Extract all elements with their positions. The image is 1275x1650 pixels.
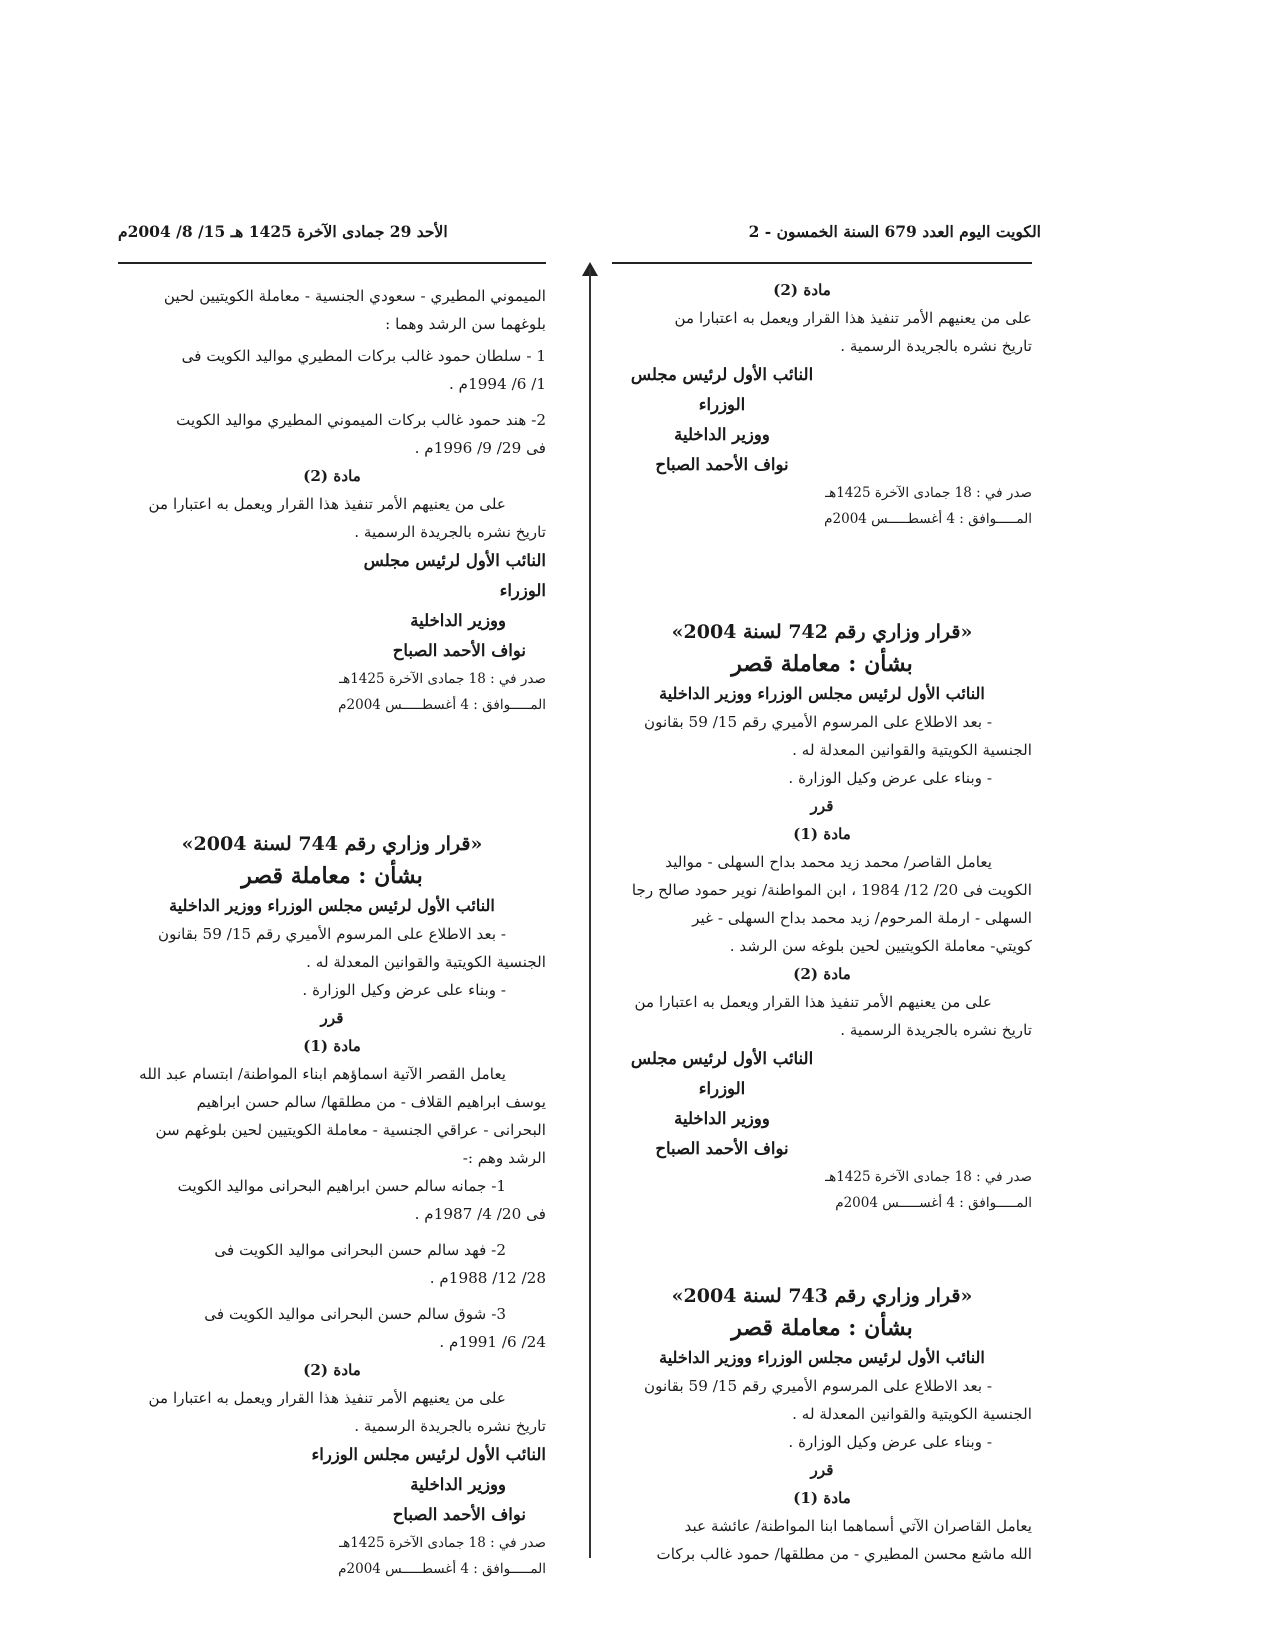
body-line: الرشد وهم :-: [462, 1149, 546, 1167]
body-line: على من يعنيهم الأمر تنفيذ هذا القرار ويعمل به اعتبارا من: [148, 1389, 506, 1407]
signer-name: نواف الأحمد الصباح: [655, 1139, 789, 1158]
body-line: يعامل القاصران الآتي أسماهما ابنا المواطنة/ عائشة عبد: [684, 1517, 1032, 1535]
list-item: 3- شوق سالم حسن البحرانى مواليد الكويت فى: [204, 1305, 506, 1323]
column-divider: [589, 268, 591, 1558]
body-line: بلوغهما سن الرشد وهما :: [385, 315, 546, 333]
signer-title: النائب الأول لرئيس مجلس الوزراء: [363, 551, 546, 600]
list-item: 2- هند حمود غالب بركات الميموني المطيري مواليد الكويت: [176, 411, 546, 429]
signer-title: النائب الأول لرئيس مجلس الوزراء: [630, 1049, 814, 1098]
preamble-line: - بعد الاطلاع على المرسوم الأميري رقم 15/ 59 بقانون: [643, 713, 992, 731]
decree-authority: النائب الأول لرئيس مجلس الوزراء ووزير الداخلية: [659, 684, 985, 703]
list-item: 1 - سلطان حمود غالب بركات المطيري مواليد الكويت فى: [181, 347, 546, 365]
corresponding-date: المـــــوافق : 4 أغسطـــــس 2004م: [338, 697, 546, 713]
signer-ministry: ووزير الداخلية: [674, 1109, 770, 1128]
corresponding-date: المـــــوافق : 4 أغســـــس 2004م: [835, 1195, 1032, 1211]
corresponding-date: المـــــوافق : 4 أغسطـــــس 2004م: [338, 1561, 546, 1577]
article-heading: مادة (1): [793, 825, 851, 843]
header-rule-left: [118, 262, 546, 264]
signer-ministry: ووزير الداخلية: [674, 425, 770, 444]
body-line: على من يعنيهم الأمر تنفيذ هذا القرار ويعمل به اعتبارا من: [674, 309, 1032, 327]
body-line: على من يعنيهم الأمر تنفيذ هذا القرار ويعمل به اعتبارا من: [634, 993, 992, 1011]
article-heading: مادة (2): [773, 281, 831, 299]
body-line: تاريخ نشره بالجريدة الرسمية .: [354, 1417, 546, 1435]
list-item: فى 29/ 9/ 1996م .: [414, 439, 546, 457]
article-heading: مادة (1): [793, 1489, 851, 1507]
preamble-line: الجنسية الكويتية والقوانين المعدلة له .: [792, 741, 1032, 759]
list-item: 1/ 6/ 1994م .: [449, 375, 546, 393]
signature-block: [612, 1044, 1032, 1164]
article-heading: مادة (2): [793, 965, 851, 983]
decree-title: «قرار وزاري رقم 742 لسنة 2004»: [671, 621, 973, 643]
body-line: كويتي- معاملة الكويتيين لحين بلوغه سن الرشد .: [729, 937, 1032, 955]
decree-authority: النائب الأول لرئيس مجلس الوزراء ووزير الداخلية: [659, 1348, 985, 1367]
signer-title: النائب الأول لرئيس مجلس الوزراء: [630, 365, 814, 414]
preamble-line: - بعد الاطلاع على المرسوم الأميري رقم 15/ 59 بقانون: [157, 925, 506, 943]
body-line: يعامل القاصر/ محمد زيد محمد بداح السهلى - مواليد: [665, 853, 992, 871]
signer-name: نواف الأحمد الصباح: [392, 641, 526, 660]
signer-name: نواف الأحمد الصباح: [392, 1505, 526, 1524]
preamble-line: الجنسية الكويتية والقوانين المعدلة له .: [792, 1405, 1032, 1423]
body-line: السهلى - ارملة المرحوم/ زيد محمد بداح السهلى - غير: [692, 909, 1032, 927]
decided-heading: قرر: [810, 1461, 834, 1479]
body-line: تاريخ نشره بالجريدة الرسمية .: [840, 1021, 1032, 1039]
body-line: الله ماشع محسن المطيري - من مطلقها/ حمود غالب بركات: [656, 1545, 1032, 1563]
signature-block: [118, 1440, 546, 1530]
decree-title: «قرار وزاري رقم 744 لسنة 2004»: [181, 833, 483, 855]
body-line: تاريخ نشره بالجريدة الرسمية .: [840, 337, 1032, 355]
signer-ministry: ووزير الداخلية: [410, 1475, 506, 1494]
body-line: الميموني المطيري - سعودي الجنسية - معاملة الكويتيين لحين: [163, 287, 546, 305]
signer-name: نواف الأحمد الصباح: [655, 455, 789, 474]
decided-heading: قرر: [810, 797, 834, 815]
preamble-line: - وبناء على عرض وكيل الوزارة .: [788, 769, 992, 787]
list-item: فى 20/ 4/ 1987م .: [414, 1205, 546, 1223]
decree-subject: بشأن : معاملة قصر: [241, 863, 423, 889]
left-column: [118, 282, 546, 1582]
preamble-line: - وبناء على عرض وكيل الوزارة .: [302, 981, 506, 999]
right-column: [612, 276, 1032, 1568]
body-line: تاريخ نشره بالجريدة الرسمية .: [354, 523, 546, 541]
page-header-date: الأحد 29 جمادى الآخرة 1425 هـ 15/ 8/ 2004م: [118, 222, 448, 241]
page-header-issue: الكويت اليوم العدد 679 السنة الخمسون - 2: [748, 222, 1041, 241]
list-item: 1- جمانه سالم حسن ابراهيم البحرانى مواليد الكويت: [177, 1177, 506, 1195]
preamble-line: - بعد الاطلاع على المرسوم الأميري رقم 15/ 59 بقانون: [643, 1377, 992, 1395]
body-line: يعامل القصر الآتية اسماؤهم ابناء المواطنة/ ابتسام عبد الله: [139, 1065, 506, 1083]
corresponding-date: المـــــوافق : 4 أغسطـــــس 2004م: [824, 511, 1032, 527]
signer-ministry: ووزير الداخلية: [410, 611, 506, 630]
article-heading: مادة (2): [303, 467, 361, 485]
issued-date: صدر في : 18 جمادى الآخرة 1425هـ: [825, 1169, 1032, 1185]
issued-date: صدر في : 18 جمادى الآخرة 1425هـ: [339, 671, 546, 687]
header-rule-right: [612, 262, 1032, 264]
decree-title: «قرار وزاري رقم 743 لسنة 2004»: [671, 1285, 973, 1307]
signer-title: النائب الأول لرئيس مجلس الوزراء: [311, 1445, 546, 1464]
body-line: على من يعنيهم الأمر تنفيذ هذا القرار ويعمل به اعتبارا من: [148, 495, 506, 513]
list-item: 28/ 12/ 1988م .: [429, 1269, 546, 1287]
list-item: 2- فهد سالم حسن البحرانى مواليد الكويت فى: [214, 1241, 506, 1259]
decided-heading: قرر: [320, 1009, 344, 1027]
decree-subject: بشأن : معاملة قصر: [731, 1315, 913, 1341]
signature-block: [118, 546, 546, 666]
preamble-line: الجنسية الكويتية والقوانين المعدلة له .: [306, 953, 546, 971]
article-heading: مادة (2): [303, 1361, 361, 1379]
body-line: الكويت فى 20/ 12/ 1984 ، ابن المواطنة/ نوير حمود صالح رجا: [631, 881, 1032, 899]
body-line: يوسف ابراهيم القلاف - من مطلقها/ سالم حسن ابراهيم: [196, 1093, 546, 1111]
preamble-line: - وبناء على عرض وكيل الوزارة .: [788, 1433, 992, 1451]
issued-date: صدر في : 18 جمادى الآخرة 1425هـ: [825, 485, 1032, 501]
issued-date: صدر في : 18 جمادى الآخرة 1425هـ: [339, 1535, 546, 1551]
decree-authority: النائب الأول لرئيس مجلس الوزراء ووزير الداخلية: [169, 896, 495, 915]
decree-subject: بشأن : معاملة قصر: [731, 651, 913, 677]
signature-block: [612, 360, 1032, 480]
article-heading: مادة (1): [303, 1037, 361, 1055]
body-line: البحرانى - عراقي الجنسية - معاملة الكويتيين لحين بلوغهم سن: [155, 1121, 546, 1139]
list-item: 24/ 6/ 1991م .: [439, 1333, 546, 1351]
